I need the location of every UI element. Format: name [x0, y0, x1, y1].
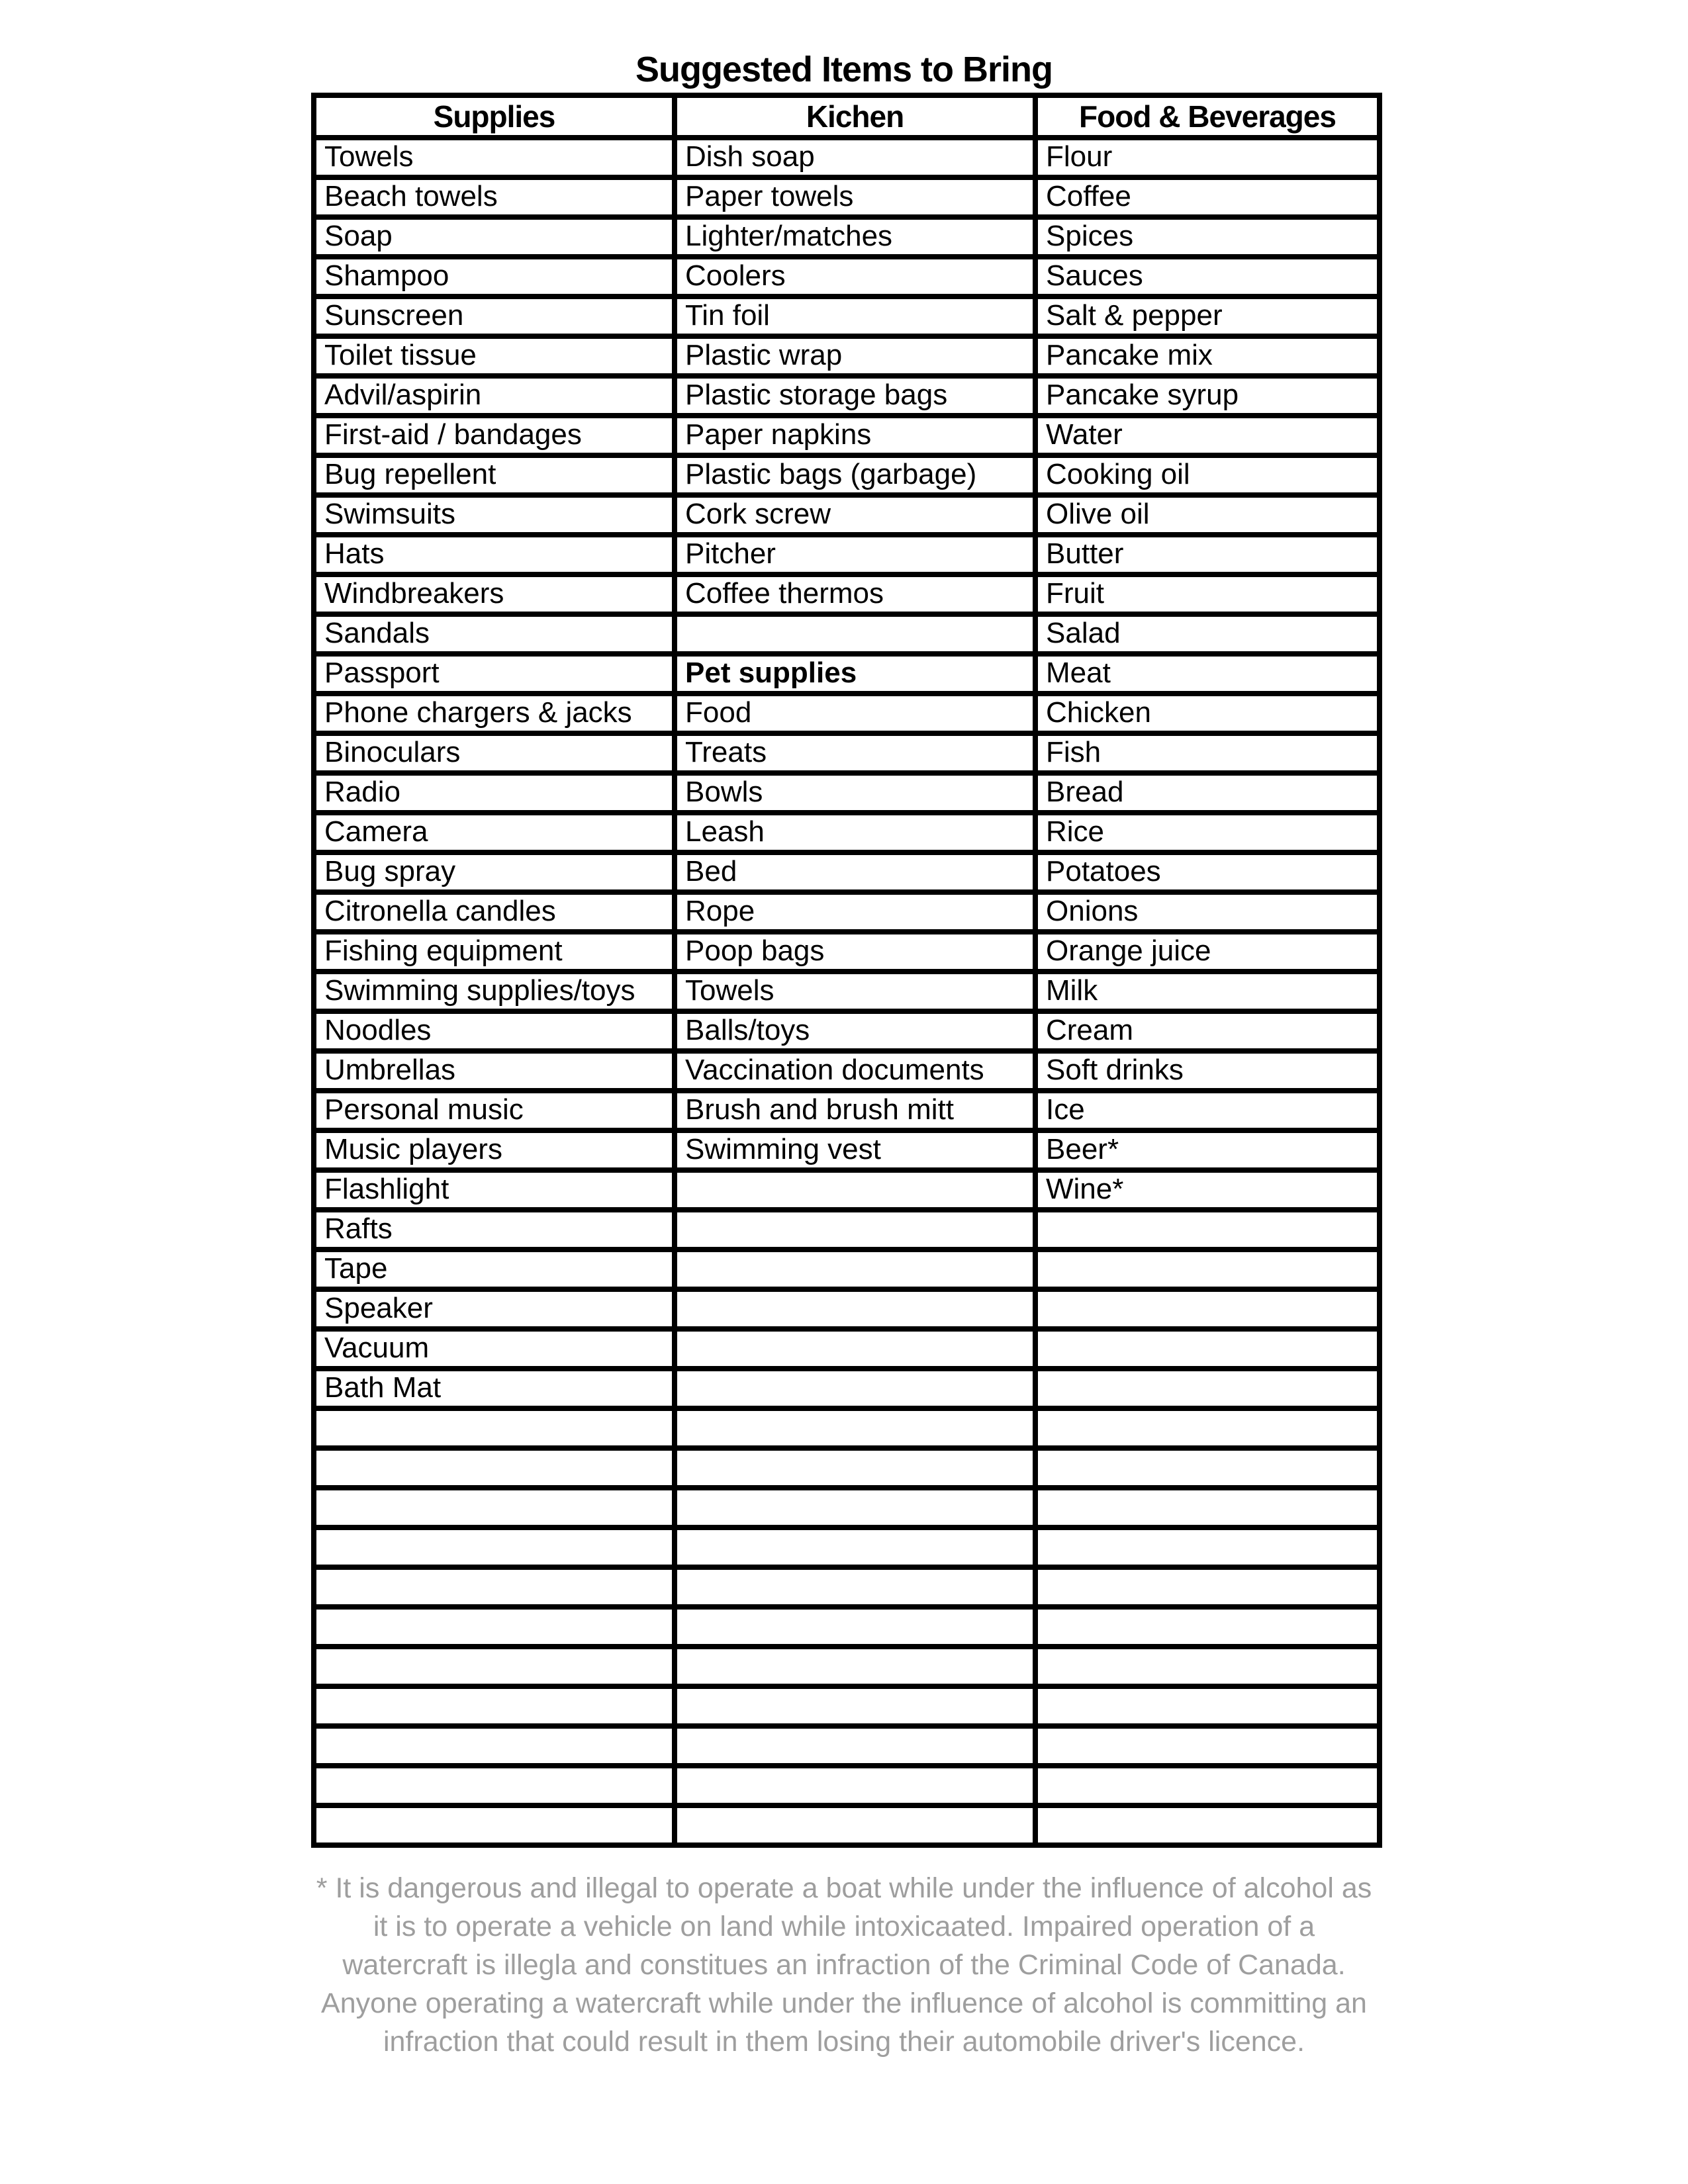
table-cell: Radio: [314, 773, 675, 813]
table-cell: Sandals: [314, 614, 675, 654]
table-row: [314, 1448, 1380, 1488]
table-row: [314, 1766, 1380, 1805]
table-cell: Olive oil: [1035, 495, 1380, 535]
table-cell: Bowls: [675, 773, 1035, 813]
table-row: [314, 972, 1380, 1011]
table-row: [314, 1607, 1380, 1647]
table-cell: [675, 1210, 1035, 1250]
table-cell: Fruit: [1035, 574, 1380, 614]
table-cell: [1035, 1766, 1380, 1805]
table-row: [314, 892, 1380, 932]
table-cell: Swimming supplies/toys: [314, 972, 675, 1011]
table-row: [314, 654, 1380, 694]
table-cell: Towels: [314, 138, 675, 177]
table-cell: Onions: [1035, 892, 1380, 932]
table-cell: [314, 1686, 675, 1726]
table-cell: [675, 1329, 1035, 1369]
table-cell: [1035, 1567, 1380, 1607]
table-cell: Pet supplies: [675, 654, 1035, 694]
table-cell: Meat: [1035, 654, 1380, 694]
table-row: [314, 1011, 1380, 1051]
table-cell: Orange juice: [1035, 932, 1380, 972]
table-cell: Coffee: [1035, 177, 1380, 217]
table-row: [314, 1567, 1380, 1607]
table-cell: Speaker: [314, 1289, 675, 1329]
table-cell: [675, 1250, 1035, 1289]
table-header: [314, 95, 1380, 138]
table-cell: Soap: [314, 217, 675, 257]
table-cell: [314, 1805, 675, 1845]
column-header-supplies: Supplies: [314, 95, 675, 138]
table-row: [314, 336, 1380, 376]
table-cell: Plastic wrap: [675, 336, 1035, 376]
table-cell: Beach towels: [314, 177, 675, 217]
table-cell: Advil/aspirin: [314, 376, 675, 416]
table-cell: [314, 1408, 675, 1448]
table-row: [314, 1170, 1380, 1210]
table-row: [314, 813, 1380, 852]
table-cell: [675, 1686, 1035, 1726]
table-row: [314, 257, 1380, 296]
table-row: [314, 1091, 1380, 1130]
table-cell: Dish soap: [675, 138, 1035, 177]
table-cell: Wine*: [1035, 1170, 1380, 1210]
table-cell: Pancake mix: [1035, 336, 1380, 376]
table-cell: [1035, 1647, 1380, 1686]
table-row: [314, 852, 1380, 892]
table-row: [314, 1488, 1380, 1527]
table-cell: [1035, 1289, 1380, 1329]
table-cell: [675, 1369, 1035, 1408]
table-cell: [1035, 1250, 1380, 1289]
table-cell: Citronella candles: [314, 892, 675, 932]
table-row: [314, 455, 1380, 495]
table-cell: [675, 1805, 1035, 1845]
table-cell: Paper towels: [675, 177, 1035, 217]
table-row: [314, 773, 1380, 813]
table-cell: Windbreakers: [314, 574, 675, 614]
table-cell: Pitcher: [675, 535, 1035, 574]
table-cell: [314, 1488, 675, 1527]
table-row: [314, 1130, 1380, 1170]
table-cell: [675, 1766, 1035, 1805]
table-cell: Umbrellas: [314, 1051, 675, 1091]
table-cell: Music players: [314, 1130, 675, 1170]
table-cell: Noodles: [314, 1011, 675, 1051]
table-cell: Pancake syrup: [1035, 376, 1380, 416]
table-cell: [1035, 1369, 1380, 1408]
table-cell: [1035, 1448, 1380, 1488]
table-cell: [1035, 1329, 1380, 1369]
table-cell: [675, 1726, 1035, 1766]
table-cell: Sauces: [1035, 257, 1380, 296]
table-cell: Rafts: [314, 1210, 675, 1250]
table-cell: Flour: [1035, 138, 1380, 177]
table-cell: [675, 1647, 1035, 1686]
table-cell: Bug spray: [314, 852, 675, 892]
table-cell: Beer*: [1035, 1130, 1380, 1170]
table-cell: [675, 1488, 1035, 1527]
table-cell: [314, 1527, 675, 1567]
table-cell: Brush and brush mitt: [675, 1091, 1035, 1130]
table-row: [314, 733, 1380, 773]
table-row: [314, 1329, 1380, 1369]
table-row: [314, 932, 1380, 972]
table-cell: Salt & pepper: [1035, 296, 1380, 336]
table-row: [314, 1686, 1380, 1726]
table-cell: [1035, 1408, 1380, 1448]
table-cell: [1035, 1607, 1380, 1647]
table-row: [314, 1051, 1380, 1091]
table-row: [314, 177, 1380, 217]
footnote-line: Anyone operating a watercraft while under the influence of alcohol is committing an: [321, 1987, 1367, 2019]
footnote-line: watercraft is illegla and constitues an infraction of the Criminal Code of Canada.: [342, 1949, 1346, 1981]
table-cell: Spices: [1035, 217, 1380, 257]
table-cell: [314, 1607, 675, 1647]
table-cell: Swimsuits: [314, 495, 675, 535]
table-cell: Ice: [1035, 1091, 1380, 1130]
table-cell: [675, 1567, 1035, 1607]
table-body: [314, 138, 1380, 1845]
table-row: [314, 694, 1380, 733]
table-cell: Personal music: [314, 1091, 675, 1130]
table-cell: Vaccination documents: [675, 1051, 1035, 1091]
table-cell: Toilet tissue: [314, 336, 675, 376]
table-cell: Lighter/matches: [675, 217, 1035, 257]
table-cell: Passport: [314, 654, 675, 694]
table-cell: Rope: [675, 892, 1035, 932]
column-header-food-beverages: Food & Beverages: [1035, 95, 1380, 138]
table-row: [314, 1408, 1380, 1448]
header-row: [314, 95, 1380, 138]
table-cell: Flashlight: [314, 1170, 675, 1210]
table-row: [314, 495, 1380, 535]
table-cell: [314, 1448, 675, 1488]
table-cell: Towels: [675, 972, 1035, 1011]
table-cell: Soft drinks: [1035, 1051, 1380, 1091]
table-cell: Coffee thermos: [675, 574, 1035, 614]
table-cell: Potatoes: [1035, 852, 1380, 892]
table-cell: Plastic storage bags: [675, 376, 1035, 416]
table-cell: Food: [675, 694, 1035, 733]
table-cell: Balls/toys: [675, 1011, 1035, 1051]
table-cell: Fishing equipment: [314, 932, 675, 972]
table-cell: Water: [1035, 416, 1380, 455]
table-cell: [675, 1527, 1035, 1567]
table-cell: Shampoo: [314, 257, 675, 296]
table-row: [314, 1726, 1380, 1766]
table-cell: [1035, 1686, 1380, 1726]
table-cell: Leash: [675, 813, 1035, 852]
table-cell: [1035, 1726, 1380, 1766]
table-row: [314, 614, 1380, 654]
table-cell: Camera: [314, 813, 675, 852]
table-cell: [1035, 1527, 1380, 1567]
table-cell: [675, 1448, 1035, 1488]
table-cell: [1035, 1805, 1380, 1845]
table-cell: Paper napkins: [675, 416, 1035, 455]
table-cell: Poop bags: [675, 932, 1035, 972]
table-cell: Vacuum: [314, 1329, 675, 1369]
table-cell: Phone chargers & jacks: [314, 694, 675, 733]
table-cell: Bed: [675, 852, 1035, 892]
table-cell: [675, 1408, 1035, 1448]
table-cell: [1035, 1488, 1380, 1527]
table-row: [314, 1527, 1380, 1567]
table-cell: Chicken: [1035, 694, 1380, 733]
table-row: [314, 416, 1380, 455]
table-cell: Bread: [1035, 773, 1380, 813]
table-row: [314, 1369, 1380, 1408]
table-cell: [675, 1170, 1035, 1210]
table-cell: First-aid / bandages: [314, 416, 675, 455]
table-row: [314, 1210, 1380, 1250]
table-row: [314, 376, 1380, 416]
table-cell: Sunscreen: [314, 296, 675, 336]
table-cell: Cork screw: [675, 495, 1035, 535]
table-cell: [675, 614, 1035, 654]
table-row: [314, 1289, 1380, 1329]
table-row: [314, 217, 1380, 257]
table-cell: [314, 1567, 675, 1607]
table-cell: Cream: [1035, 1011, 1380, 1051]
table-row: [314, 1250, 1380, 1289]
table-row: [314, 138, 1380, 177]
column-header-kichen: Kichen: [675, 95, 1035, 138]
table-cell: [675, 1289, 1035, 1329]
table-cell: [314, 1647, 675, 1686]
table-cell: Cooking oil: [1035, 455, 1380, 495]
table-cell: Tape: [314, 1250, 675, 1289]
table-cell: Plastic bags (garbage): [675, 455, 1035, 495]
table-row: [314, 535, 1380, 574]
footnote-line: infraction that could result in them losing their automobile driver's licence.: [383, 2026, 1305, 2058]
table-cell: Bath Mat: [314, 1369, 675, 1408]
items-table: [311, 93, 1382, 1848]
table-cell: [314, 1726, 675, 1766]
table-row: [314, 574, 1380, 614]
table-cell: Rice: [1035, 813, 1380, 852]
table-cell: Treats: [675, 733, 1035, 773]
table-cell: Fish: [1035, 733, 1380, 773]
page-title: Suggested Items to Bring: [635, 50, 1053, 89]
table-cell: Tin foil: [675, 296, 1035, 336]
footnote: [291, 1869, 1397, 2061]
table-row: [314, 296, 1380, 336]
table-cell: Hats: [314, 535, 675, 574]
footnote-line: * It is dangerous and illegal to operate a boat while under the influence of alcohol as: [316, 1872, 1372, 1904]
table-cell: Bug repellent: [314, 455, 675, 495]
table-cell: [675, 1607, 1035, 1647]
table-row: [314, 1805, 1380, 1845]
table-cell: Coolers: [675, 257, 1035, 296]
table-row: [314, 1647, 1380, 1686]
table-cell: Swimming vest: [675, 1130, 1035, 1170]
table-cell: Binoculars: [314, 733, 675, 773]
table-cell: Butter: [1035, 535, 1380, 574]
table-cell: [1035, 1210, 1380, 1250]
table-cell: Salad: [1035, 614, 1380, 654]
table-cell: Milk: [1035, 972, 1380, 1011]
footnote-line: it is to operate a vehicle on land while intoxicaated. Impaired operation of a: [373, 1911, 1315, 1942]
table-cell: [314, 1766, 675, 1805]
